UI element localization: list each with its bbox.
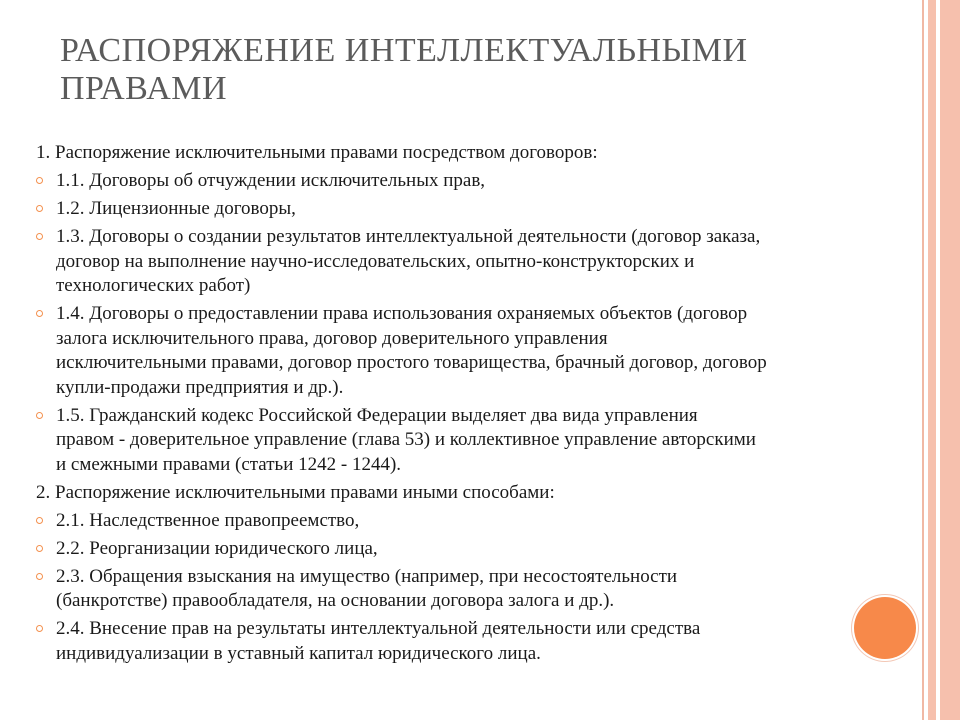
list-item-text: 2. Распоряжение исключительными правами иными способами: — [36, 481, 555, 503]
slide-title — [60, 32, 860, 108]
list-item — [36, 617, 936, 666]
list-item — [36, 404, 936, 478]
bullet-icon — [36, 545, 43, 552]
slide-title-line: РАСПОРЯЖЕНИЕ ИНТЕЛЛЕКТУАЛЬНЫМИ — [60, 32, 748, 69]
list-item-text: правом - доверительное управление (глава 53) и коллективное управление авторскими — [56, 429, 756, 450]
list-item-text: 1.1. Договоры об отчуждении исключительных прав, — [56, 170, 486, 191]
list-item-text: технологических работ) — [56, 275, 251, 296]
list-item — [36, 509, 936, 534]
list-item-text: 1.4. Договоры о предоставлении права использования охраняемых объектов (договор — [56, 303, 748, 324]
bullet-icon — [36, 205, 43, 212]
section-heading — [36, 141, 936, 166]
list-item-text: залога исключительного права, договор доверительного управления — [56, 327, 608, 349]
list-item-text: 1.2. Лицензионные договоры, — [56, 198, 296, 219]
list-item-text: 1. Распоряжение исключительными правами посредством договоров: — [36, 142, 598, 163]
list-item-text: 2.3. Обращения взыскания на имущество (например, при несостоятельности — [56, 565, 678, 587]
decorative-stripe-band — [940, 0, 960, 720]
bullet-icon — [36, 517, 43, 524]
section-heading — [36, 481, 936, 506]
list-item-text: индивидуализации в уставный капитал юридического лица. — [56, 642, 541, 664]
bullet-icon — [36, 310, 43, 317]
bullet-icon — [36, 625, 43, 632]
list-item — [36, 197, 936, 222]
list-item — [36, 537, 936, 562]
list-item-text: 2.1. Наследственное правопреемство, — [56, 509, 360, 531]
list-item-text: договор на выполнение научно-исследовательских, опытно-конструкторских и — [56, 250, 695, 272]
bullet-icon — [36, 177, 43, 184]
list-item-text: 2.4. Внесение прав на результаты интеллектуальной деятельности или средства — [56, 618, 701, 639]
bullet-icon — [36, 412, 43, 419]
list-item-text: 1.5. Гражданский кодекс Российской Федерации выделяет два вида управления — [56, 404, 698, 426]
list-item-text: исключительными правами, договор простого товарищества, брачный договор, договор — [56, 352, 767, 373]
list-item-text: 1.3. Договоры о создании результатов интеллектуальной деятельности (договор заказа, — [56, 226, 761, 247]
list-item — [36, 169, 936, 194]
list-item-text: и смежными правами (статьи 1242 - 1244). — [56, 453, 402, 475]
list-item — [36, 565, 936, 614]
list-item — [36, 302, 936, 400]
slide-title-line: ПРАВАМИ — [60, 70, 228, 107]
list-item-text: купли-продажи предприятия и др.). — [56, 376, 344, 398]
slide-body — [36, 141, 936, 670]
list-item-text: (банкротстве) правообладателя, на основании договора залога и др.). — [56, 590, 615, 611]
bullet-icon — [36, 573, 43, 580]
list-item-text: 2.2. Реорганизации юридического лица, — [56, 537, 378, 559]
list-item — [36, 225, 936, 299]
decorative-circle — [854, 597, 916, 659]
bullet-icon — [36, 233, 43, 240]
